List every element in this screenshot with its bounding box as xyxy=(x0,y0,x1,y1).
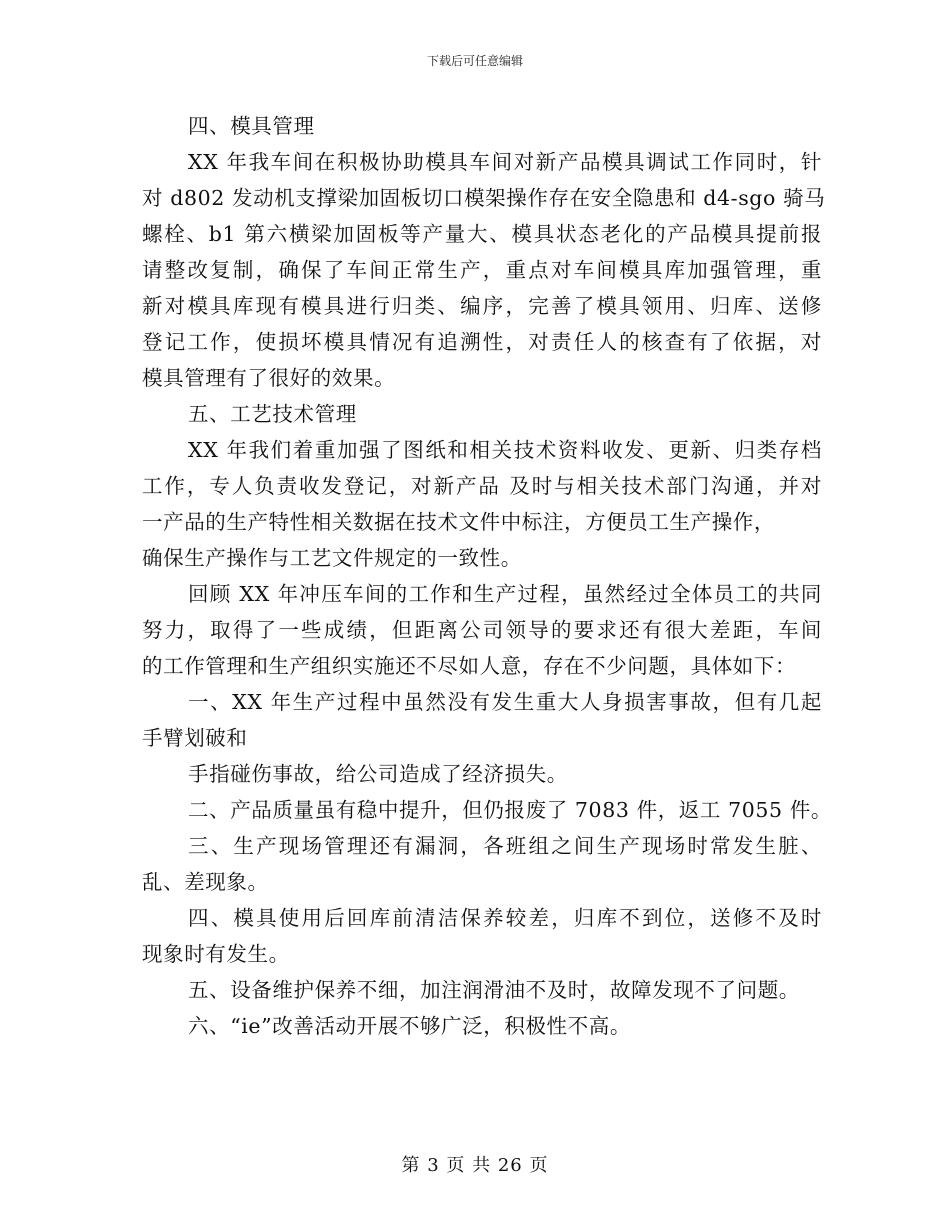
paragraph-line: XX 年我车间在积极协助模具车间对新产品模具调试工作同时，针 xyxy=(188,150,822,174)
section-heading-process-management: 五、工艺技术管理 xyxy=(188,402,357,426)
paragraph-line: 对 d802 发动机支撑梁加固板切口模架操作存在安全隐患和 d4-sgo 骑马 xyxy=(142,186,826,210)
page-number: 第 3 页 共 26 页 xyxy=(401,1155,549,1176)
paragraph-line: 螺栓、b1 第六横梁加固板等产量大、模具状态老化的产品模具提前报 xyxy=(142,222,822,246)
paragraph-line: 努力，取得了一些成绩，但距离公司领导的要求还有很大差距，车间 xyxy=(142,618,822,642)
problem-item-3: 三、生产现场管理还有漏洞，各班组之间生产现场时常发生脏、 xyxy=(188,834,822,858)
paragraph-line: XX 年我们着重加强了图纸和相关技术资料收发、更新、归类存档 xyxy=(188,438,822,462)
paragraph-line: 确保生产操作与工艺文件规定的一致性。 xyxy=(142,546,522,570)
paragraph-line: 乱、差现象。 xyxy=(142,870,269,894)
paragraph-line: 手指碰伤事故，给公司造成了经济损失。 xyxy=(188,762,568,786)
problem-item-4: 四、模具使用后回库前清洁保养较差，归库不到位，送修不及时 xyxy=(188,906,822,930)
problem-item-5: 五、设备维护保养不细，加注润滑油不及时，故障发现不了问题。 xyxy=(188,978,800,1002)
section-heading-mold-management: 四、模具管理 xyxy=(188,114,315,138)
paragraph-line: 手臂划破和 xyxy=(142,726,248,750)
paragraph-line: 回顾 XX 年冲压车间的工作和生产过程，虽然经过全体员工的共同 xyxy=(188,582,822,606)
paragraph-line: 工作，专人负责收发登记，对新产品 及时与相关技术部门沟通，并对 xyxy=(142,474,822,498)
paragraph-line: 请整改复制，确保了车间正常生产，重点对车间模具库加强管理，重 xyxy=(142,258,822,282)
paragraph-line: 一产品的生产特性相关数据在技术文件中标注，方便员工生产操作， xyxy=(142,510,775,534)
paragraph-line: 模具管理有了很好的效果。 xyxy=(142,366,396,390)
paragraph-line: 的工作管理和生产组织实施还不尽如人意，存在不少问题，具体如下： xyxy=(142,654,797,678)
document-body xyxy=(142,108,833,1044)
problem-item-6: 六、“ie”改善活动开展不够广泛，积极性不高。 xyxy=(188,1014,631,1038)
paragraph-line: 现象时有发生。 xyxy=(142,942,290,966)
problem-item-2: 二、产品质量虽有稳中提升，但仍报废了 7083 件，返工 7055 件。 xyxy=(188,798,833,822)
page-header: 下载后可任意编辑 xyxy=(426,54,523,68)
problem-item-1: 一、XX 年生产过程中虽然没有发生重大人身损害事故，但有几起 xyxy=(188,690,822,714)
paragraph-line: 登记工作，使损坏模具情况有追溯性，对责任人的核查有了依据，对 xyxy=(142,330,822,354)
paragraph-line: 新对模具库现有模具进行归类、编序，完善了模具领用、归库、送修 xyxy=(142,294,822,318)
